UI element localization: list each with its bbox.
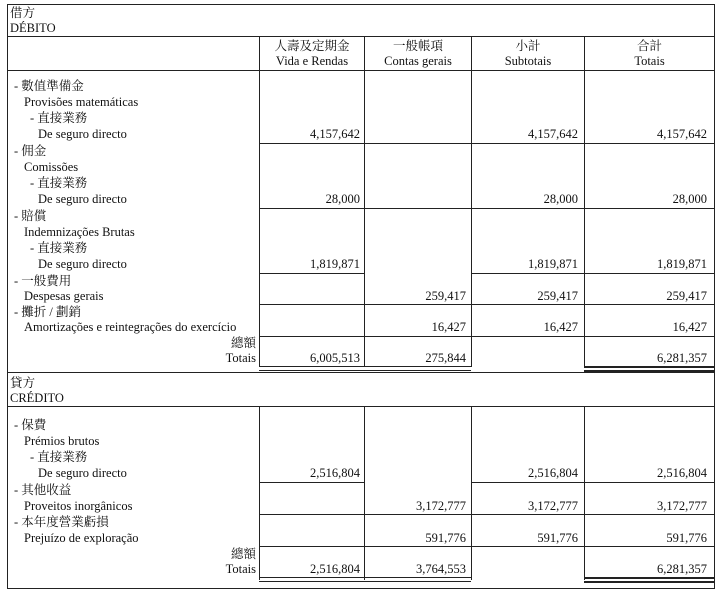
row-sublabel-zh: - 直接業務	[30, 241, 88, 255]
row-rule	[259, 482, 364, 483]
col-header-gerais-zh: 一般帳項	[392, 39, 443, 53]
row-label-pt: Prejuízo de exploração	[24, 531, 139, 545]
value-cell: 3,172,777	[416, 499, 466, 513]
debit-header-rule	[7, 70, 715, 71]
row-label-pt: Indemnizações Brutas	[24, 225, 135, 239]
row-sublabel-pt: De seguro directo	[38, 257, 127, 271]
value-cell: 16,427	[672, 320, 707, 334]
row-label-zh: - 攤折 / 劃銷	[14, 305, 82, 319]
value-cell: 28,000	[543, 192, 578, 206]
value-cell: 28,000	[325, 192, 360, 206]
row-rule	[471, 482, 715, 483]
debit-title-zh: 借方	[10, 6, 36, 20]
total-cell: 6,281,357	[657, 351, 707, 365]
col-header-total-zh: 合計	[636, 39, 662, 53]
row-label-zh: - 保費	[14, 418, 47, 432]
value-cell: 16,427	[543, 320, 578, 334]
row-sublabel-pt: De seguro directo	[38, 127, 127, 141]
value-cell: 1,819,871	[310, 257, 360, 271]
total-label-pt: Totais	[225, 562, 256, 576]
row-sublabel-pt: De seguro directo	[38, 192, 127, 206]
col-divider	[584, 406, 585, 580]
section-rule	[7, 372, 715, 373]
value-cell: 28,000	[672, 192, 707, 206]
row-label-zh: - 佣金	[14, 144, 47, 158]
row-sublabel-zh: - 直接業務	[30, 176, 88, 190]
col-header-total-pt: Totais	[634, 54, 665, 68]
credit-title-rule	[7, 406, 715, 407]
value-cell: 591,776	[425, 531, 466, 545]
row-rule	[259, 546, 715, 547]
total-rule	[584, 581, 715, 583]
row-label-pt: Despesas gerais	[24, 289, 104, 303]
total-cell: 6,281,357	[657, 562, 707, 576]
col-divider	[259, 406, 260, 580]
value-cell: 591,776	[537, 531, 578, 545]
col-header-vida-zh: 人壽及定期金	[274, 39, 350, 53]
col-divider	[364, 406, 365, 580]
row-rule	[259, 336, 715, 337]
row-label-zh: - 賠償	[14, 209, 47, 223]
debit-title-pt: DÉBITO	[10, 21, 56, 35]
value-cell: 259,417	[537, 289, 578, 303]
row-label-pt: Comissões	[24, 160, 79, 174]
row-rule	[259, 143, 715, 144]
row-label-zh: - 本年度營業虧損	[14, 515, 109, 529]
value-cell: 3,172,777	[657, 499, 707, 513]
value-cell: 259,417	[666, 289, 707, 303]
value-cell: 4,157,642	[528, 127, 578, 141]
value-cell: 4,157,642	[310, 127, 360, 141]
total-rule	[584, 577, 715, 579]
value-cell: 1,819,871	[528, 257, 578, 271]
total-rule	[259, 370, 471, 371]
credit-title-pt: CRÉDITO	[10, 391, 64, 405]
row-rule	[471, 273, 715, 274]
total-cell: 6,005,513	[310, 351, 360, 365]
total-rule	[259, 366, 471, 367]
total-cell: 2,516,804	[310, 562, 360, 576]
total-cell: 275,844	[425, 351, 466, 365]
row-label-zh: - 一般費用	[14, 274, 72, 288]
row-label-pt: Proveitos inorgânicos	[24, 499, 133, 513]
value-cell: 2,516,804	[528, 466, 578, 480]
value-cell: 16,427	[431, 320, 466, 334]
credit-title-zh: 貸方	[10, 376, 36, 390]
row-label-pt: Provisões matemáticas	[24, 95, 139, 109]
row-sublabel-zh: - 直接業務	[30, 450, 88, 464]
frame-left	[7, 4, 8, 589]
total-rule	[584, 366, 715, 368]
value-cell: 3,172,777	[528, 499, 578, 513]
row-rule	[259, 208, 715, 209]
row-label-zh: - 數值準備金	[14, 79, 84, 93]
total-label-zh: 總額	[230, 336, 256, 350]
value-cell: 1,819,871	[657, 257, 707, 271]
row-label-pt: Prémios brutos	[24, 434, 100, 448]
col-header-subtotal-pt: Subtotais	[504, 54, 552, 68]
value-cell: 2,516,804	[657, 466, 707, 480]
row-rule	[259, 304, 715, 305]
total-label-pt: Totais	[225, 351, 256, 365]
frame-bottom	[7, 588, 715, 589]
col-header-subtotal-zh: 小計	[515, 39, 541, 53]
total-rule	[259, 581, 471, 582]
total-rule	[259, 577, 471, 578]
total-cell: 3,764,553	[416, 562, 466, 576]
row-rule	[259, 514, 715, 515]
value-cell: 2,516,804	[310, 466, 360, 480]
value-cell: 259,417	[425, 289, 466, 303]
row-label-zh: - 其他收益	[14, 483, 72, 497]
col-divider	[471, 406, 472, 580]
value-cell: 591,776	[666, 531, 707, 545]
row-sublabel-pt: De seguro directo	[38, 466, 127, 480]
debit-title-rule	[7, 36, 715, 37]
row-sublabel-zh: - 直接業務	[30, 111, 88, 125]
total-label-zh: 總額	[230, 547, 256, 561]
row-label-pt: Amortizações e reintegrações do exercício	[24, 320, 237, 334]
col-divider	[364, 36, 365, 367]
frame-top	[7, 4, 715, 5]
row-rule	[259, 273, 364, 274]
col-header-gerais-pt: Contas gerais	[384, 54, 452, 68]
col-header-vida-pt: Vida e Rendas	[275, 54, 349, 68]
frame-right	[714, 4, 715, 589]
value-cell: 4,157,642	[657, 127, 707, 141]
